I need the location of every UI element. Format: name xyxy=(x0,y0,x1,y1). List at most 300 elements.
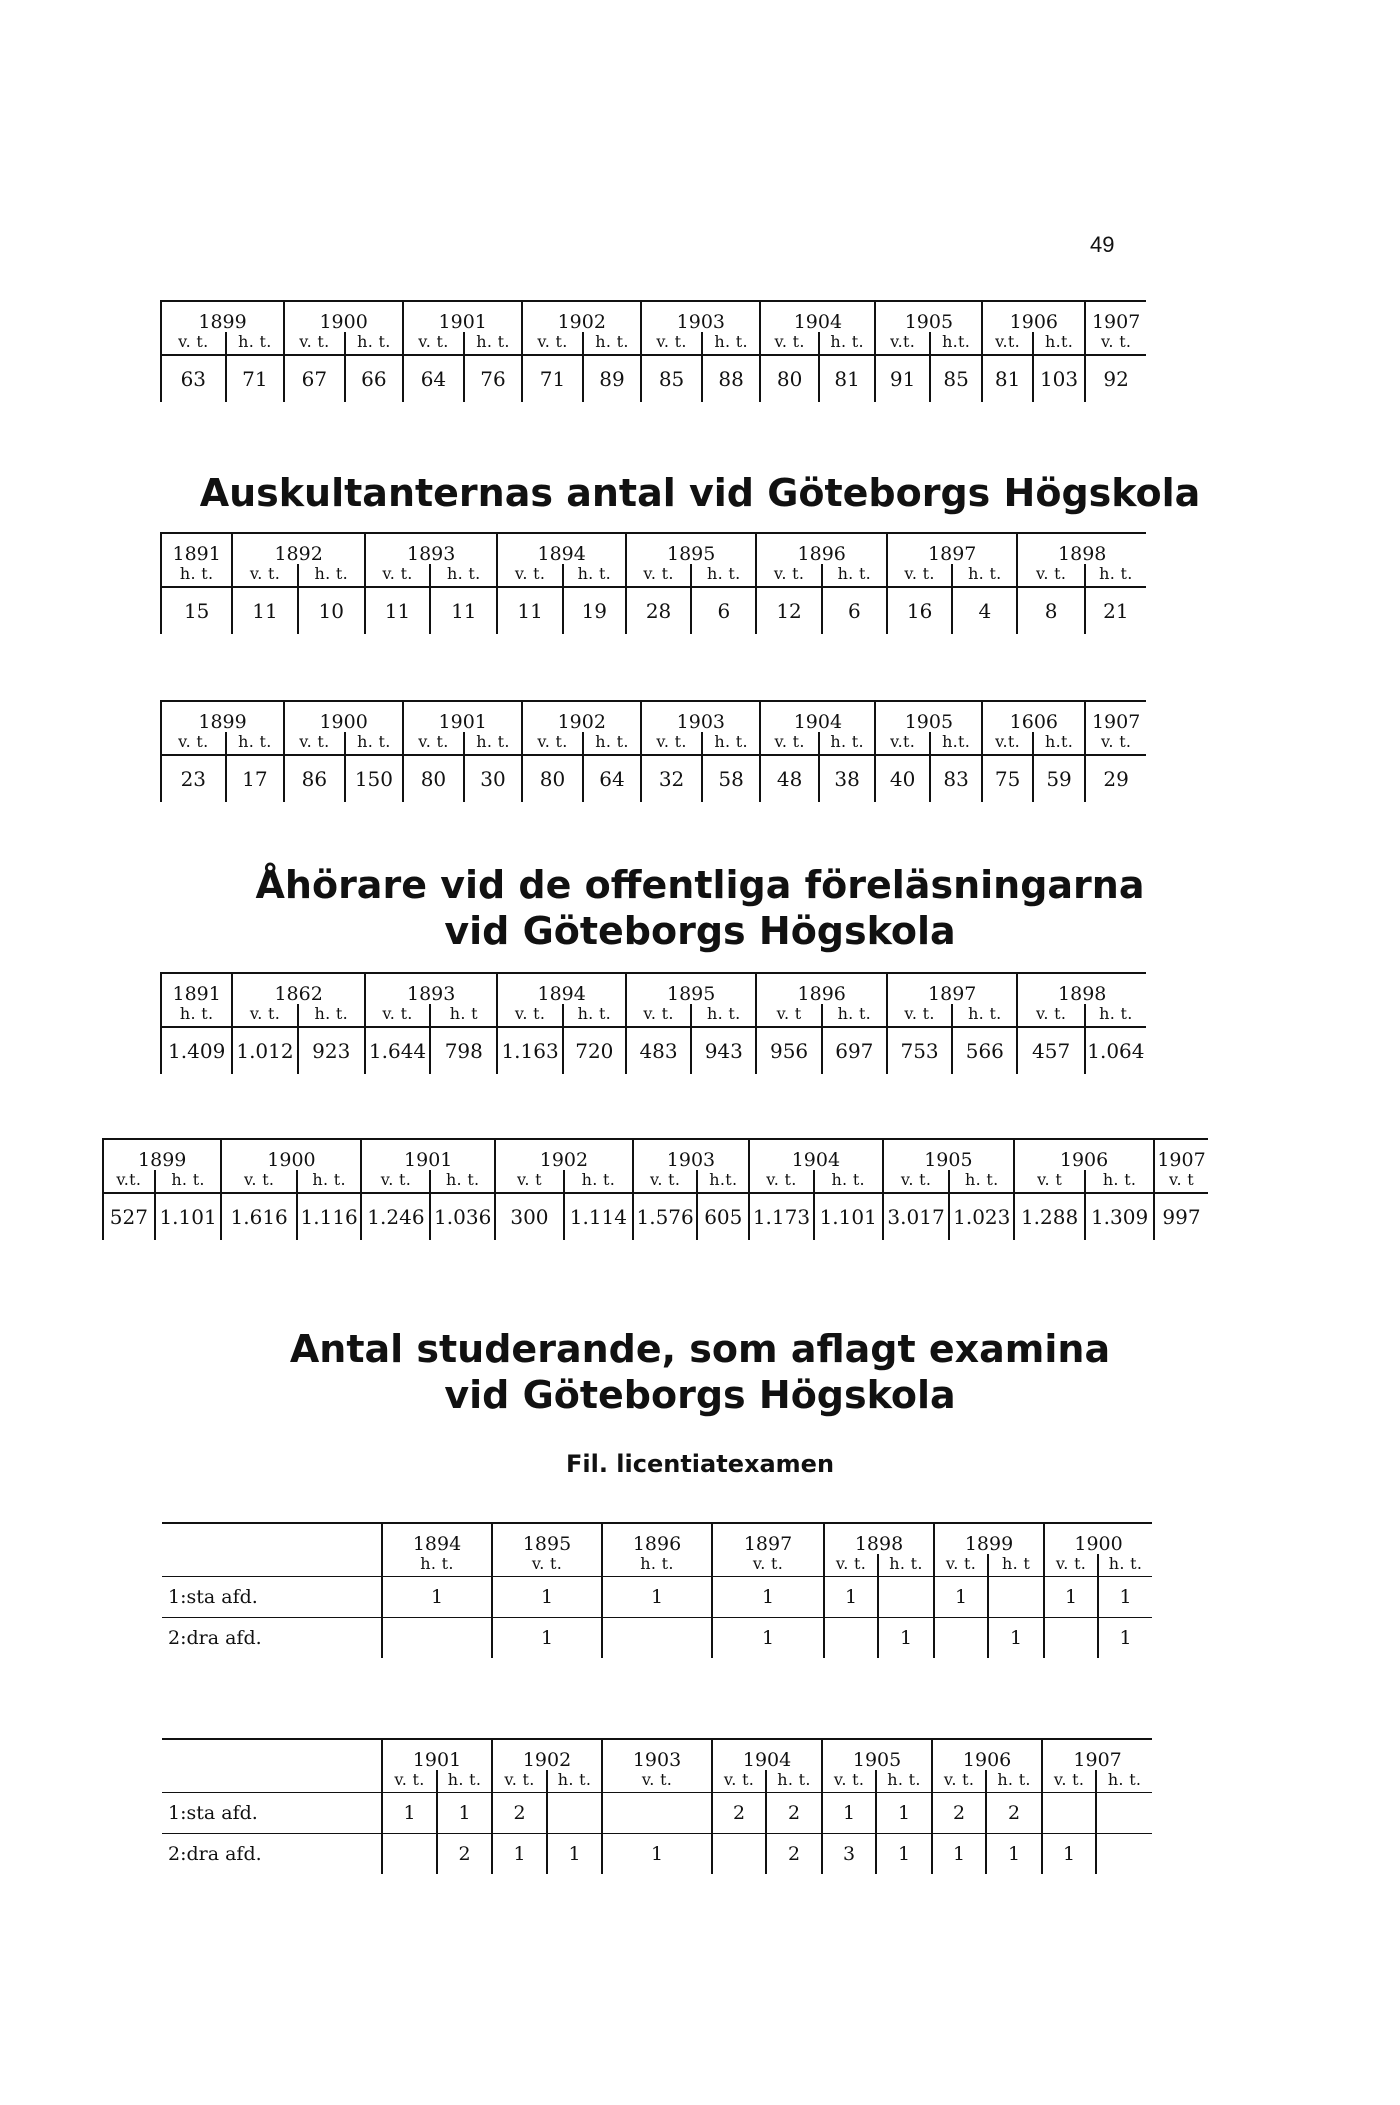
year-header: 1904 xyxy=(749,1139,883,1170)
term-label: v. t. xyxy=(365,1004,430,1027)
value-cell: 21 xyxy=(1085,587,1146,634)
value-cell: 457 xyxy=(1017,1027,1084,1074)
term-label: v. t. xyxy=(887,564,952,587)
value-cell: 58 xyxy=(702,755,761,802)
value-cell: 1 xyxy=(602,1577,712,1618)
value-cell: 83 xyxy=(930,755,982,802)
term-label: v. t. xyxy=(932,1770,986,1793)
value-cell: 29 xyxy=(1085,755,1146,802)
term-label: h. t. xyxy=(691,564,756,587)
term-label: h. t. xyxy=(766,1770,822,1793)
year-header: 1901 xyxy=(382,1739,492,1770)
year-header: 1898 xyxy=(1017,533,1146,564)
year-header: 1895 xyxy=(626,973,757,1004)
year-header: 1906 xyxy=(932,1739,1042,1770)
term-label: v. t xyxy=(1154,1170,1208,1193)
year-header: 1899 xyxy=(161,301,284,332)
value-cell: 80 xyxy=(403,755,464,802)
value-cell: 1 xyxy=(712,1618,824,1659)
value-cell: 1 xyxy=(382,1793,437,1834)
term-label: v. t. xyxy=(626,564,691,587)
term-label: v. t. xyxy=(522,332,583,355)
value-cell: 1 xyxy=(934,1577,988,1618)
value-cell: 89 xyxy=(583,355,642,402)
value-cell: 11 xyxy=(232,587,297,634)
row-label: 1:sta afd. xyxy=(162,1577,382,1618)
year-header: 1896 xyxy=(756,973,887,1004)
term-label: h. t. xyxy=(814,1170,883,1193)
row-label: 2:dra afd. xyxy=(162,1834,382,1875)
value-cell: 1.616 xyxy=(221,1193,296,1240)
term-label: v. t. xyxy=(760,332,819,355)
year-header: 1905 xyxy=(875,301,982,332)
term-label: h. t. xyxy=(161,1004,232,1027)
value-cell: 1.246 xyxy=(361,1193,430,1240)
value-cell: 1 xyxy=(876,1793,932,1834)
term-label: v. t. xyxy=(361,1170,430,1193)
term-label: h.t. xyxy=(930,732,982,755)
term-label: v. t. xyxy=(365,564,430,587)
value-cell: 605 xyxy=(697,1193,749,1240)
value-cell: 48 xyxy=(760,755,819,802)
term-label: v. t. xyxy=(1085,332,1146,355)
value-cell: 38 xyxy=(819,755,876,802)
value-cell: 15 xyxy=(161,587,232,634)
term-label: h. t. xyxy=(952,1004,1017,1027)
heading-examina xyxy=(0,1326,1400,1419)
value-cell: 71 xyxy=(226,355,285,402)
value-cell: 720 xyxy=(563,1027,626,1074)
row-label-header xyxy=(162,1523,382,1554)
value-cell: 1.101 xyxy=(814,1193,883,1240)
row-label-header xyxy=(162,1739,382,1770)
year-header: 1907 xyxy=(1154,1139,1208,1170)
value-cell: 1 xyxy=(602,1834,712,1875)
term-label: h. t. xyxy=(345,732,404,755)
value-cell: 1 xyxy=(492,1618,602,1659)
term-label: v. t. xyxy=(232,1004,297,1027)
term-label: h. t. xyxy=(430,1170,495,1193)
term-label: v. t. xyxy=(641,732,702,755)
year-header: 1893 xyxy=(365,973,498,1004)
value-cell: 67 xyxy=(284,355,345,402)
heading-ahorare-line-2: vid Göteborgs Högskola xyxy=(444,909,956,954)
heading-ahorare-line-1: Åhörare vid de offentliga föreläsningarna xyxy=(255,863,1145,907)
value-cell: 6 xyxy=(691,587,756,634)
value-cell: 71 xyxy=(522,355,583,402)
value-cell: 81 xyxy=(819,355,876,402)
value-cell xyxy=(1042,1793,1096,1834)
year-header: 1905 xyxy=(883,1139,1014,1170)
term-label xyxy=(633,1170,698,1193)
term-label: h. t. xyxy=(878,1554,934,1577)
term-label: v. t. xyxy=(641,332,702,355)
value-cell: 1 xyxy=(822,1793,876,1834)
year-header: 1906 xyxy=(1014,1139,1154,1170)
term-label: h. t. xyxy=(297,1170,362,1193)
term-label-part: t. xyxy=(668,1170,681,1189)
value-cell xyxy=(712,1834,766,1875)
year-header: 1905 xyxy=(875,701,982,732)
value-cell: 91 xyxy=(875,355,929,402)
value-cell: 300 xyxy=(495,1193,564,1240)
value-cell: 40 xyxy=(875,755,929,802)
year-header: 1905 xyxy=(822,1739,932,1770)
value-cell: 1.173 xyxy=(749,1193,814,1240)
value-cell xyxy=(602,1793,712,1834)
value-cell: 64 xyxy=(403,355,464,402)
ahorare-table-1899-1907 xyxy=(102,1138,1208,1240)
term-label: h. t. xyxy=(430,564,497,587)
value-cell xyxy=(1096,1793,1152,1834)
year-header: 1894 xyxy=(497,533,625,564)
term-label: v. t. xyxy=(883,1170,950,1193)
term-label: h. t. xyxy=(226,732,285,755)
value-cell: 19 xyxy=(563,587,626,634)
value-cell: 1 xyxy=(712,1577,824,1618)
value-cell: 92 xyxy=(1085,355,1146,402)
value-cell: 3.017 xyxy=(883,1193,950,1240)
value-cell: 566 xyxy=(952,1027,1017,1074)
year-header: 1893 xyxy=(365,533,498,564)
term-label: v. t. xyxy=(492,1770,547,1793)
term-label: v. t. xyxy=(1044,1554,1098,1577)
heading-ahorare xyxy=(0,862,1400,955)
term-label: v.t. xyxy=(982,332,1032,355)
value-cell: 1.309 xyxy=(1085,1193,1154,1240)
term-label: v. t xyxy=(756,1004,821,1027)
value-cell: 59 xyxy=(1033,755,1085,802)
year-header: 1902 xyxy=(522,701,641,732)
heading-examina-line-2: vid Göteborgs Högskola xyxy=(444,1373,956,1418)
value-cell: 76 xyxy=(464,355,523,402)
value-cell: 1.409 xyxy=(161,1027,232,1074)
value-cell: 1 xyxy=(988,1618,1044,1659)
value-cell: 1.576 xyxy=(633,1193,698,1240)
year-header: 1902 xyxy=(522,301,641,332)
year-header: 1900 xyxy=(1044,1523,1152,1554)
term-label: h. t. xyxy=(1085,564,1146,587)
year-header: 1898 xyxy=(1017,973,1146,1004)
term-label: v. t. xyxy=(712,1554,824,1577)
year-header: 1897 xyxy=(887,533,1018,564)
value-cell: 17 xyxy=(226,755,285,802)
term-label: v. t. xyxy=(1017,1004,1084,1027)
year-header: 1904 xyxy=(760,701,875,732)
term-label: v. t. xyxy=(626,1004,691,1027)
term-label: v. t. xyxy=(887,1004,952,1027)
value-cell: 798 xyxy=(430,1027,497,1074)
value-cell: 2 xyxy=(766,1793,822,1834)
value-cell: 8 xyxy=(1017,587,1084,634)
term-label: v. t. xyxy=(221,1170,296,1193)
row-label: 2:dra afd. xyxy=(162,1618,382,1659)
year-header: 1907 xyxy=(1042,1739,1152,1770)
term-label: v. t. xyxy=(824,1554,878,1577)
term-label: v. t. xyxy=(403,332,464,355)
value-cell: 1 xyxy=(492,1834,547,1875)
value-cell: 1.036 xyxy=(430,1193,495,1240)
value-cell: 1 xyxy=(878,1618,934,1659)
value-cell: 997 xyxy=(1154,1193,1208,1240)
year-header: 1898 xyxy=(824,1523,934,1554)
year-header: 1903 xyxy=(641,301,760,332)
year-header: 1892 xyxy=(232,533,365,564)
value-cell: 1.163 xyxy=(497,1027,562,1074)
value-cell: 956 xyxy=(756,1027,821,1074)
term-label: h. t. xyxy=(155,1170,222,1193)
value-cell: 483 xyxy=(626,1027,691,1074)
value-cell: 1 xyxy=(1098,1618,1152,1659)
term-label: v. t. xyxy=(1017,564,1084,587)
term-label: v. t. xyxy=(497,564,562,587)
value-cell: 11 xyxy=(497,587,562,634)
term-label: h. t. xyxy=(1085,1004,1146,1027)
value-cell: 1 xyxy=(932,1834,986,1875)
value-cell: 1 xyxy=(547,1834,602,1875)
term-label: v. t. xyxy=(284,332,345,355)
term-label: h. t. xyxy=(1085,1170,1154,1193)
row-label: 1:sta afd. xyxy=(162,1793,382,1834)
value-cell: 75 xyxy=(982,755,1032,802)
ahorare-table-1891-1898 xyxy=(160,972,1146,1074)
term-label: h.t. xyxy=(930,332,982,355)
value-cell: 1 xyxy=(492,1577,602,1618)
term-label: h. t. xyxy=(563,564,626,587)
year-header: 1894 xyxy=(382,1523,492,1554)
value-cell xyxy=(934,1618,988,1659)
value-cell: 1 xyxy=(1044,1577,1098,1618)
year-header: 1901 xyxy=(403,701,522,732)
term-label: h. t. xyxy=(226,332,285,355)
term-label: v. t. xyxy=(822,1770,876,1793)
value-cell: 1.101 xyxy=(155,1193,222,1240)
value-cell: 2 xyxy=(766,1834,822,1875)
term-label: h. t. xyxy=(1096,1770,1152,1793)
value-cell: 1.116 xyxy=(297,1193,362,1240)
term-label: h. t. xyxy=(949,1170,1014,1193)
term-label: h. t. xyxy=(583,732,642,755)
term-label: h. t xyxy=(988,1554,1044,1577)
value-cell: 1 xyxy=(824,1577,878,1618)
value-cell: 103 xyxy=(1033,355,1085,402)
year-header: 1897 xyxy=(712,1523,824,1554)
term-label: h. t xyxy=(430,1004,497,1027)
value-cell: 80 xyxy=(760,355,819,402)
year-header: 1900 xyxy=(284,301,403,332)
value-cell: 30 xyxy=(464,755,523,802)
term-label: v. t. xyxy=(1085,732,1146,755)
value-cell: 1.644 xyxy=(365,1027,430,1074)
row-label-header xyxy=(162,1554,382,1577)
term-label: h. t. xyxy=(819,332,876,355)
term-label: v. t. xyxy=(756,564,821,587)
year-header: 1900 xyxy=(284,701,403,732)
term-label: v. t. xyxy=(712,1770,766,1793)
term-label: h. t. xyxy=(564,1170,633,1193)
value-cell: 80 xyxy=(522,755,583,802)
value-cell: 32 xyxy=(641,755,702,802)
year-header: 1895 xyxy=(492,1523,602,1554)
value-cell: 85 xyxy=(930,355,982,402)
term-label: h. t. xyxy=(382,1554,492,1577)
value-cell: 16 xyxy=(887,587,952,634)
term-label: h. t. xyxy=(822,1004,887,1027)
value-cell: 81 xyxy=(982,355,1032,402)
year-header: 1903 xyxy=(633,1139,749,1170)
term-label: v. t. xyxy=(497,1004,562,1027)
value-cell: 23 xyxy=(161,755,226,802)
year-header: 1895 xyxy=(626,533,757,564)
year-header: 1901 xyxy=(403,301,522,332)
value-cell: 1.114 xyxy=(564,1193,633,1240)
term-label: v.t. xyxy=(875,732,929,755)
value-cell: 1.023 xyxy=(949,1193,1014,1240)
term-label: v. t. xyxy=(749,1170,814,1193)
value-cell xyxy=(382,1618,492,1659)
term-label: v. t. xyxy=(284,732,345,755)
term-label: h. t. xyxy=(1098,1554,1152,1577)
value-cell: 4 xyxy=(952,587,1017,634)
value-cell: 753 xyxy=(887,1027,952,1074)
term-label: h. t. xyxy=(583,332,642,355)
term-label: v.t. xyxy=(982,732,1032,755)
term-label: h.t. xyxy=(1033,332,1085,355)
value-cell: 1.064 xyxy=(1085,1027,1146,1074)
year-header: 1896 xyxy=(602,1523,712,1554)
term-label: h. t. xyxy=(563,1004,626,1027)
value-cell: 1.012 xyxy=(232,1027,297,1074)
value-cell xyxy=(878,1577,934,1618)
year-header: 1899 xyxy=(103,1139,221,1170)
value-cell: 2 xyxy=(712,1793,766,1834)
term-label: h. t. xyxy=(822,564,887,587)
value-cell: 1 xyxy=(1042,1834,1096,1875)
value-cell xyxy=(1096,1834,1152,1875)
year-header: 1606 xyxy=(982,701,1085,732)
term-label: v. t. xyxy=(1042,1770,1096,1793)
row-label-header xyxy=(162,1770,382,1793)
term-label: h.t. xyxy=(697,1170,749,1193)
year-header: 1891 xyxy=(161,973,232,1004)
subheading-licentiatexamen: Fil. licentiatexamen xyxy=(565,1450,835,1478)
value-cell: 1 xyxy=(382,1577,492,1618)
term-label: v. t. xyxy=(403,732,464,755)
value-cell: 64 xyxy=(583,755,642,802)
value-cell: 2 xyxy=(437,1834,492,1875)
term-label: h. t. xyxy=(298,1004,365,1027)
value-cell: 63 xyxy=(161,355,226,402)
year-header: 1902 xyxy=(492,1739,602,1770)
term-label: v.t. xyxy=(875,332,929,355)
term-label: h. t. xyxy=(161,564,232,587)
auskultanter-table-1891-1898 xyxy=(160,532,1146,634)
year-header: 1897 xyxy=(887,973,1018,1004)
year-header: 1903 xyxy=(641,701,760,732)
term-label: h. t. xyxy=(819,732,876,755)
term-label: h. t. xyxy=(437,1770,492,1793)
value-cell xyxy=(602,1618,712,1659)
auskultanter-table-1899-1907 xyxy=(160,300,1146,402)
value-cell: 2 xyxy=(986,1793,1042,1834)
term-label: v. t. xyxy=(522,732,583,755)
term-label: v. t. xyxy=(492,1554,602,1577)
year-header: 1907 xyxy=(1085,301,1146,332)
value-cell: 11 xyxy=(365,587,430,634)
value-cell: 11 xyxy=(430,587,497,634)
year-header: 1862 xyxy=(232,973,365,1004)
value-cell: 12 xyxy=(756,587,821,634)
term-label: v. t xyxy=(1014,1170,1085,1193)
year-header: 1904 xyxy=(712,1739,822,1770)
term-label: h. t. xyxy=(464,332,523,355)
value-cell: 28 xyxy=(626,587,691,634)
term-label: v.t. xyxy=(103,1170,155,1193)
term-label: h. t. xyxy=(876,1770,932,1793)
term-label-part: v. xyxy=(649,1170,663,1189)
term-label: h. t. xyxy=(986,1770,1042,1793)
year-header: 1894 xyxy=(497,973,625,1004)
value-cell: 1 xyxy=(1098,1577,1152,1618)
licentiat-table-1901-1907 xyxy=(162,1738,1152,1874)
value-cell: 2 xyxy=(492,1793,547,1834)
term-label: v. t. xyxy=(760,732,819,755)
term-label: v. t. xyxy=(161,332,226,355)
year-header: 1899 xyxy=(161,701,284,732)
value-cell: 923 xyxy=(298,1027,365,1074)
term-label: v. t. xyxy=(602,1770,712,1793)
value-cell: 1 xyxy=(876,1834,932,1875)
term-label: h. t. xyxy=(547,1770,602,1793)
value-cell: 66 xyxy=(345,355,404,402)
value-cell: 527 xyxy=(103,1193,155,1240)
page-number: 49 xyxy=(1090,232,1115,257)
term-label: h.t. xyxy=(1033,732,1085,755)
value-cell: 6 xyxy=(822,587,887,634)
term-label: v. t. xyxy=(161,732,226,755)
term-label: h. t. xyxy=(464,732,523,755)
value-cell xyxy=(1044,1618,1098,1659)
term-label: h. t. xyxy=(602,1554,712,1577)
value-cell xyxy=(824,1618,878,1659)
licentiat-table-1894-1900 xyxy=(162,1522,1152,1658)
value-cell xyxy=(547,1793,602,1834)
year-header: 1902 xyxy=(495,1139,633,1170)
term-label: h. t. xyxy=(952,564,1017,587)
value-cell: 85 xyxy=(641,355,702,402)
auskultanter-table-1899-1907-b xyxy=(160,700,1146,802)
term-label: v. t. xyxy=(232,564,297,587)
term-label: h. t. xyxy=(345,332,404,355)
heading-auskultanter: Auskultanternas antal vid Göteborgs Högskola xyxy=(199,471,1201,515)
term-label: h. t. xyxy=(702,732,761,755)
value-cell: 88 xyxy=(702,355,761,402)
value-cell xyxy=(988,1577,1044,1618)
term-label: h. t. xyxy=(691,1004,756,1027)
year-header: 1903 xyxy=(602,1739,712,1770)
value-cell: 3 xyxy=(822,1834,876,1875)
value-cell: 1 xyxy=(437,1793,492,1834)
year-header: 1900 xyxy=(221,1139,361,1170)
value-cell: 1 xyxy=(986,1834,1042,1875)
year-header: 1904 xyxy=(760,301,875,332)
value-cell: 1.288 xyxy=(1014,1193,1085,1240)
value-cell: 697 xyxy=(822,1027,887,1074)
value-cell: 10 xyxy=(298,587,365,634)
value-cell: 943 xyxy=(691,1027,756,1074)
term-label: v. t xyxy=(495,1170,564,1193)
value-cell: 150 xyxy=(345,755,404,802)
